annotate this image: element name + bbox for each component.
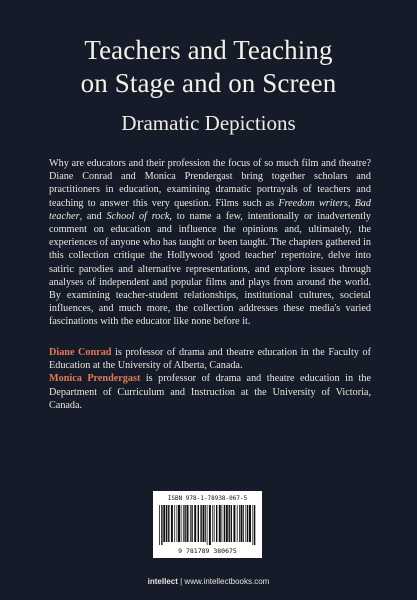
- barcode-stripe: [171, 505, 173, 542]
- barcode-stripe: [163, 505, 165, 542]
- title-line-1: Teachers and Teaching: [84, 35, 333, 65]
- barcode-stripe: [183, 505, 184, 542]
- barcode-stripe: [212, 505, 213, 542]
- author-name-2: Monica Prendergast: [49, 373, 141, 385]
- blurb-text-1: Why are educators and their profession the focus of so much film and theatre? Diane Conrad and Monica Prendergast bring together scholars and practitioners in education, examining dramatic portrayals of teachers and teaching to answer this very question. Films such as: [49, 158, 371, 209]
- barcode-stripe: [191, 505, 192, 542]
- blurb-text-2: , to name a few, intentionally or inadvertently comment on education and influence the opinions and, ultimately, the experiences of anyone who has taught or been taught. The chapters gathered in this collection critique the Hollywood 'good teacher' repertoire, delve into satiric parodies and alternative representations, and explore issues through analyses of independent and popular films and plays from around the world. By examining teacher-student relationships, institutional cultures, societal influences, and much more, the collection addresses these media's varied fascinations with the educator like none before it.: [49, 210, 371, 328]
- barcode-stripe: [216, 505, 217, 542]
- film-title-freedom-writers: Freedom writers: [278, 197, 348, 209]
- barcode-stripe: [161, 505, 162, 545]
- barcode-stripe: [207, 505, 208, 545]
- author-bio-text-2: is professor of drama and theatre education in the Department of Curriculum and Instruction at the University of Victoria, Canada.: [49, 373, 371, 411]
- author-name-1: Diane Conrad: [49, 347, 112, 358]
- isbn-label: ISBN 978-1-78938-067-5: [167, 495, 248, 502]
- barcode-stripe: [229, 505, 230, 542]
- author-bio-2: [49, 372, 371, 412]
- title-line-2: on Stage and on Screen: [80, 68, 337, 98]
- book-title: [0, 34, 417, 100]
- barcode-stripe: [241, 505, 243, 542]
- barcode-stripe: [239, 505, 240, 542]
- barcode-stripe: [181, 505, 182, 542]
- author-bio-text-1: is professor of drama and theatre education in the Faculty of Education at the University of Alberta, Canada.: [49, 347, 371, 372]
- book-subtitle: Dramatic Depictions: [121, 111, 296, 135]
- blurb-sep-1: ,: [347, 197, 355, 209]
- author-bios: [49, 346, 371, 412]
- film-title-bad-teacher: Bad teacher: [49, 197, 371, 222]
- barcode-stripe: [247, 505, 248, 542]
- blurb-sep-2: , and: [79, 210, 107, 222]
- barcode-stripe: [249, 505, 251, 542]
- book-blurb: [49, 157, 371, 329]
- barcode-stripe: [245, 505, 246, 542]
- barcode-stripe: [159, 505, 160, 545]
- barcode-stripe: [168, 505, 169, 542]
- film-title-school-of-rock: School of rock: [106, 210, 170, 222]
- publisher-footer: [0, 577, 417, 586]
- barcode-stripe: [190, 505, 191, 542]
- barcode-stripe: [226, 505, 228, 542]
- barcode-number: 9 781789 380675: [178, 547, 237, 555]
- barcode-stripe: [174, 505, 175, 542]
- publisher-separator: |: [177, 577, 185, 586]
- barcode-stripe: [231, 505, 232, 542]
- barcode-stripe: [233, 505, 235, 542]
- barcode-stripe: [209, 505, 211, 545]
- barcode-stripe: [252, 505, 253, 545]
- publisher-url: www.intellectbooks.com: [184, 577, 270, 586]
- barcode-stripe: [184, 505, 185, 542]
- barcode-stripe: [198, 505, 199, 542]
- barcode-stripe: [187, 505, 189, 542]
- barcode-stripe: [194, 505, 196, 542]
- barcode-stripe: [243, 505, 244, 542]
- barcode-stripe: [203, 505, 205, 542]
- barcode-stripe: [222, 505, 223, 542]
- barcode-stripe: [166, 505, 167, 542]
- barcode-stripe: [254, 505, 255, 545]
- barcode-stripe: [224, 505, 225, 542]
- barcode-stripe: [177, 505, 178, 542]
- author-bio-1: [49, 346, 371, 372]
- barcode-stripe: [205, 505, 206, 542]
- barcode-stripe: [178, 505, 180, 542]
- barcode-stripe: [219, 505, 221, 542]
- barcode-stripe: [237, 505, 238, 542]
- barcode-stripe: [214, 505, 215, 542]
- barcode-bars: [159, 505, 256, 545]
- publisher-brand: intellect: [147, 577, 178, 586]
- isbn-barcode: [153, 491, 262, 558]
- barcode-stripe: [200, 505, 201, 542]
